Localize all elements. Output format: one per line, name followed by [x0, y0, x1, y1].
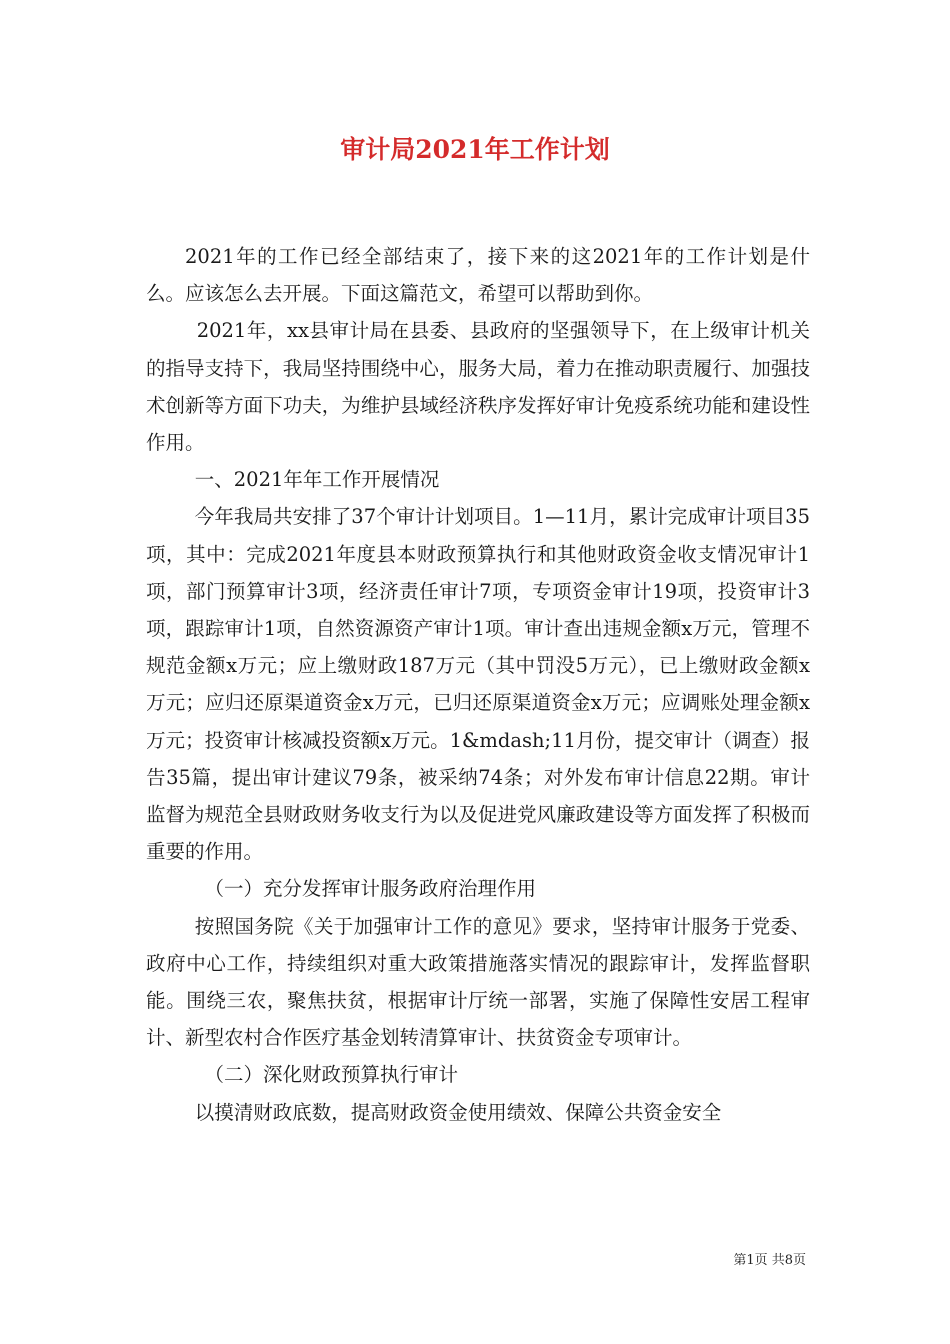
subsection-1-paragraph: 按照国务院《关于加强审计工作的意见》要求，坚持审计服务于党委、政府中心工作，持续组织对重大政策措施落实情况的跟踪审计，发挥监督职能。围绕三农，聚焦扶贫，根据审计厅统一部署，实施了保障性安居工程审计、新型农村合作医疗基金划转清算审计、扶贫资金专项审计。	[146, 914, 810, 1050]
intro-paragraph: 2021年的工作已经全部结束了，接下来的这2021年的工作计划是什么。应该怎么去开展。下面这篇范文，希望可以帮助到你。	[146, 245, 810, 306]
subsection-2-paragraph: 以摸清财政底数，提高财政资金使用绩效、保障公共资金安全	[194, 1100, 722, 1124]
overview-paragraph: 2021年，xx县审计局在县委、县政府的坚强领导下，在上级审计机关的指导支持下，我局坚持围绕中心，服务大局，着力在推动职责履行、加强技术创新等方面下功夫，为维护县域经济秩序发挥好审计免疫系统功能和建设性作用。	[146, 319, 810, 455]
document-title: 审计局2021年工作计划	[340, 135, 610, 164]
document-body	[146, 238, 810, 1131]
work-summary-paragraph: 今年我局共安排了37个审计计划项目。1—11月，累计完成审计项目35项，其中：完成2021年度县本财政预算执行和其他财政资金收支情况审计1项，部门预算审计3项，经济责任审计7项，专项资金审计19项，投资审计3项，跟踪审计1项，自然资源资产审计1项。审计查出违规金额x万元，管理不规范金额x万元；应上缴财政187万元（其中罚没5万元），已上缴财政金额x万元；应归还原渠道资金x万元，已归还原渠道资金x万元；应调账处理金额x万元；投资审计核减投资额x万元。1&mdash;11月份，提交审计（调查）报告35篇，提出审计建议79条，被采纳74条；对外发布审计信息22期。审计监督为规范全县财政财务收支行为以及促进党风廉政建设等方面发挥了积极而重要的作用。	[146, 505, 810, 864]
subsection-heading-1: （一）充分发挥审计服务政府治理作用	[204, 877, 537, 901]
section-heading-1: 一、2021年年工作开展情况	[194, 468, 440, 492]
page-number: 第1页 共8页	[733, 1253, 806, 1268]
subsection-heading-2: （二）深化财政预算执行审计	[204, 1063, 459, 1087]
